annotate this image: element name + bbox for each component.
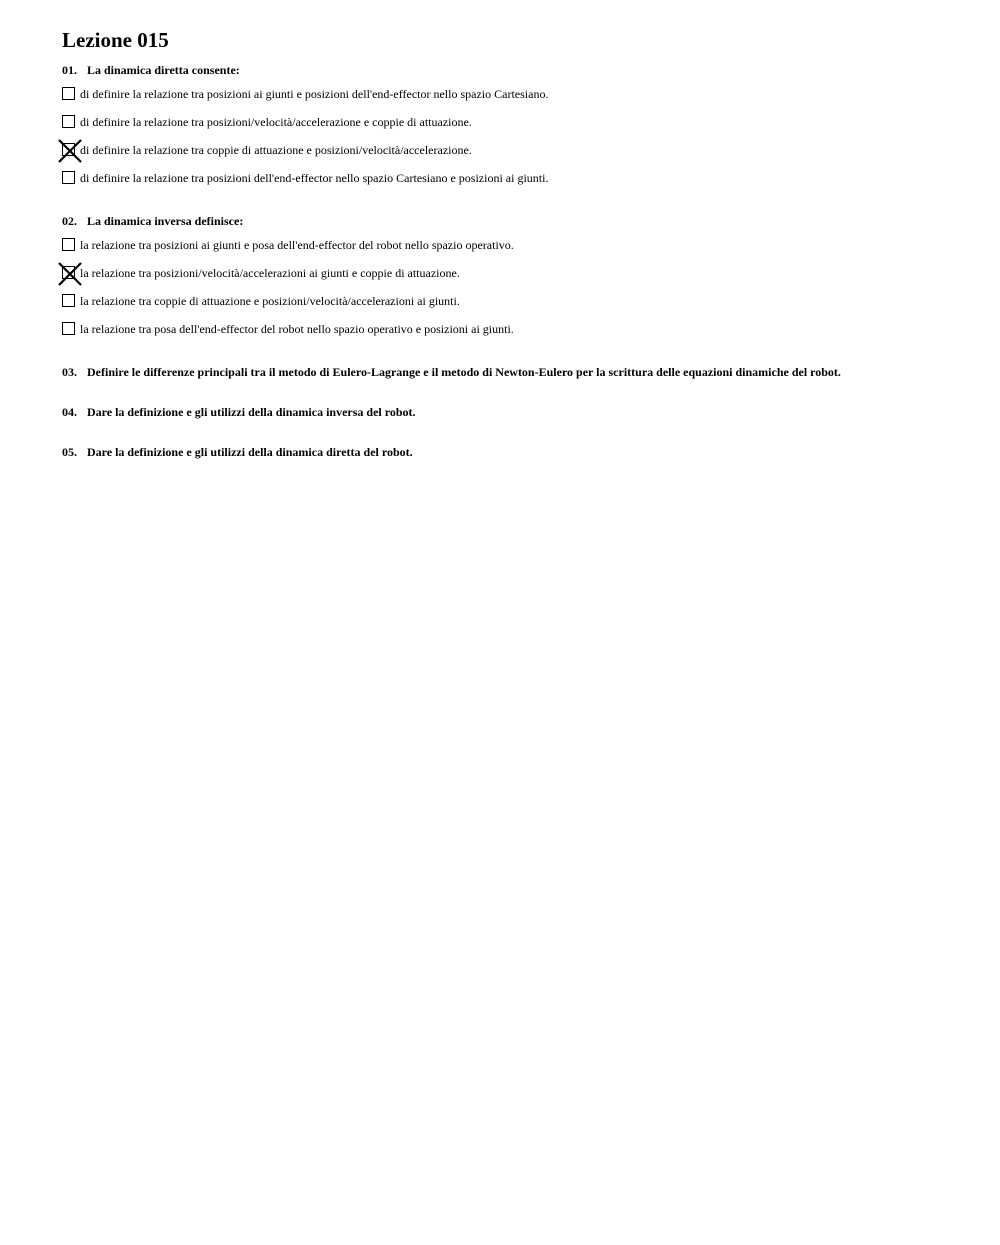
question-label: La dinamica inversa definisce: (87, 214, 244, 228)
question-number: 05. (62, 445, 77, 459)
checkbox[interactable] (62, 238, 75, 251)
answer-option[interactable] (62, 231, 514, 259)
answer-option-label: la relazione tra posizioni ai giunti e posa dell'end-effector del robot nello spazio operativo. (80, 238, 514, 252)
answer-option-label: la relazione tra posizioni/velocità/accelerazioni ai giunti e coppie di attuazione. (80, 266, 460, 280)
question-text (62, 404, 416, 420)
question-label: Dare la definizione e gli utilizzi della dinamica inversa del robot. (87, 405, 416, 419)
question-text (62, 62, 240, 78)
question-01 (62, 62, 549, 192)
checkbox[interactable] (62, 266, 75, 279)
checkbox[interactable] (62, 322, 75, 335)
answer-option[interactable] (62, 315, 514, 343)
answer-options (62, 231, 514, 343)
question-label: Definire le differenze principali tra il metodo di Eulero-Lagrange e il metodo di Newton-Eulero per la scrittura delle equazioni dinamiche del robot. (87, 365, 841, 379)
checkmark-x-icon (59, 263, 81, 285)
answer-option[interactable] (62, 164, 549, 192)
answer-option-label: di definire la relazione tra posizioni dell'end-effector nello spazio Cartesiano e posizioni ai giunti. (80, 171, 549, 185)
question-number: 03. (62, 365, 77, 379)
checkmark-x-icon (59, 140, 81, 162)
question-number: 04. (62, 405, 77, 419)
question-02 (62, 213, 514, 343)
answer-option[interactable] (62, 136, 472, 164)
question-number: 02. (62, 214, 77, 228)
checkbox[interactable] (62, 115, 75, 128)
answer-option[interactable] (62, 287, 460, 315)
answer-options (62, 80, 549, 192)
checkbox[interactable] (62, 143, 75, 156)
question-text (62, 444, 413, 460)
question-03 (62, 364, 841, 380)
answer-option[interactable] (62, 108, 472, 136)
lesson-title: Lezione 015 (62, 28, 169, 52)
question-04 (62, 404, 416, 420)
question-text (62, 213, 243, 229)
question-text (62, 364, 841, 380)
checkbox[interactable] (62, 87, 75, 100)
answer-option-label: la relazione tra coppie di attuazione e posizioni/velocità/accelerazioni ai giunti. (80, 294, 460, 308)
question-label: Dare la definizione e gli utilizzi della dinamica diretta del robot. (87, 445, 413, 459)
question-number: 01. (62, 63, 77, 77)
answer-option[interactable] (62, 80, 549, 108)
question-label: La dinamica diretta consente: (87, 63, 240, 77)
answer-option-label: di definire la relazione tra posizioni ai giunti e posizioni dell'end-effector nello spazio Cartesiano. (80, 87, 549, 101)
checkbox[interactable] (62, 294, 75, 307)
answer-option-label: la relazione tra posa dell'end-effector del robot nello spazio operativo e posizioni ai giunti. (80, 322, 514, 336)
answer-option-label: di definire la relazione tra posizioni/velocità/accelerazione e coppie di attuazione. (80, 115, 472, 129)
answer-option[interactable] (62, 259, 460, 287)
question-05 (62, 444, 413, 460)
quiz-page (62, 26, 962, 459)
checkbox[interactable] (62, 171, 75, 184)
answer-option-label: di definire la relazione tra coppie di attuazione e posizioni/velocità/accelerazione. (80, 143, 472, 157)
